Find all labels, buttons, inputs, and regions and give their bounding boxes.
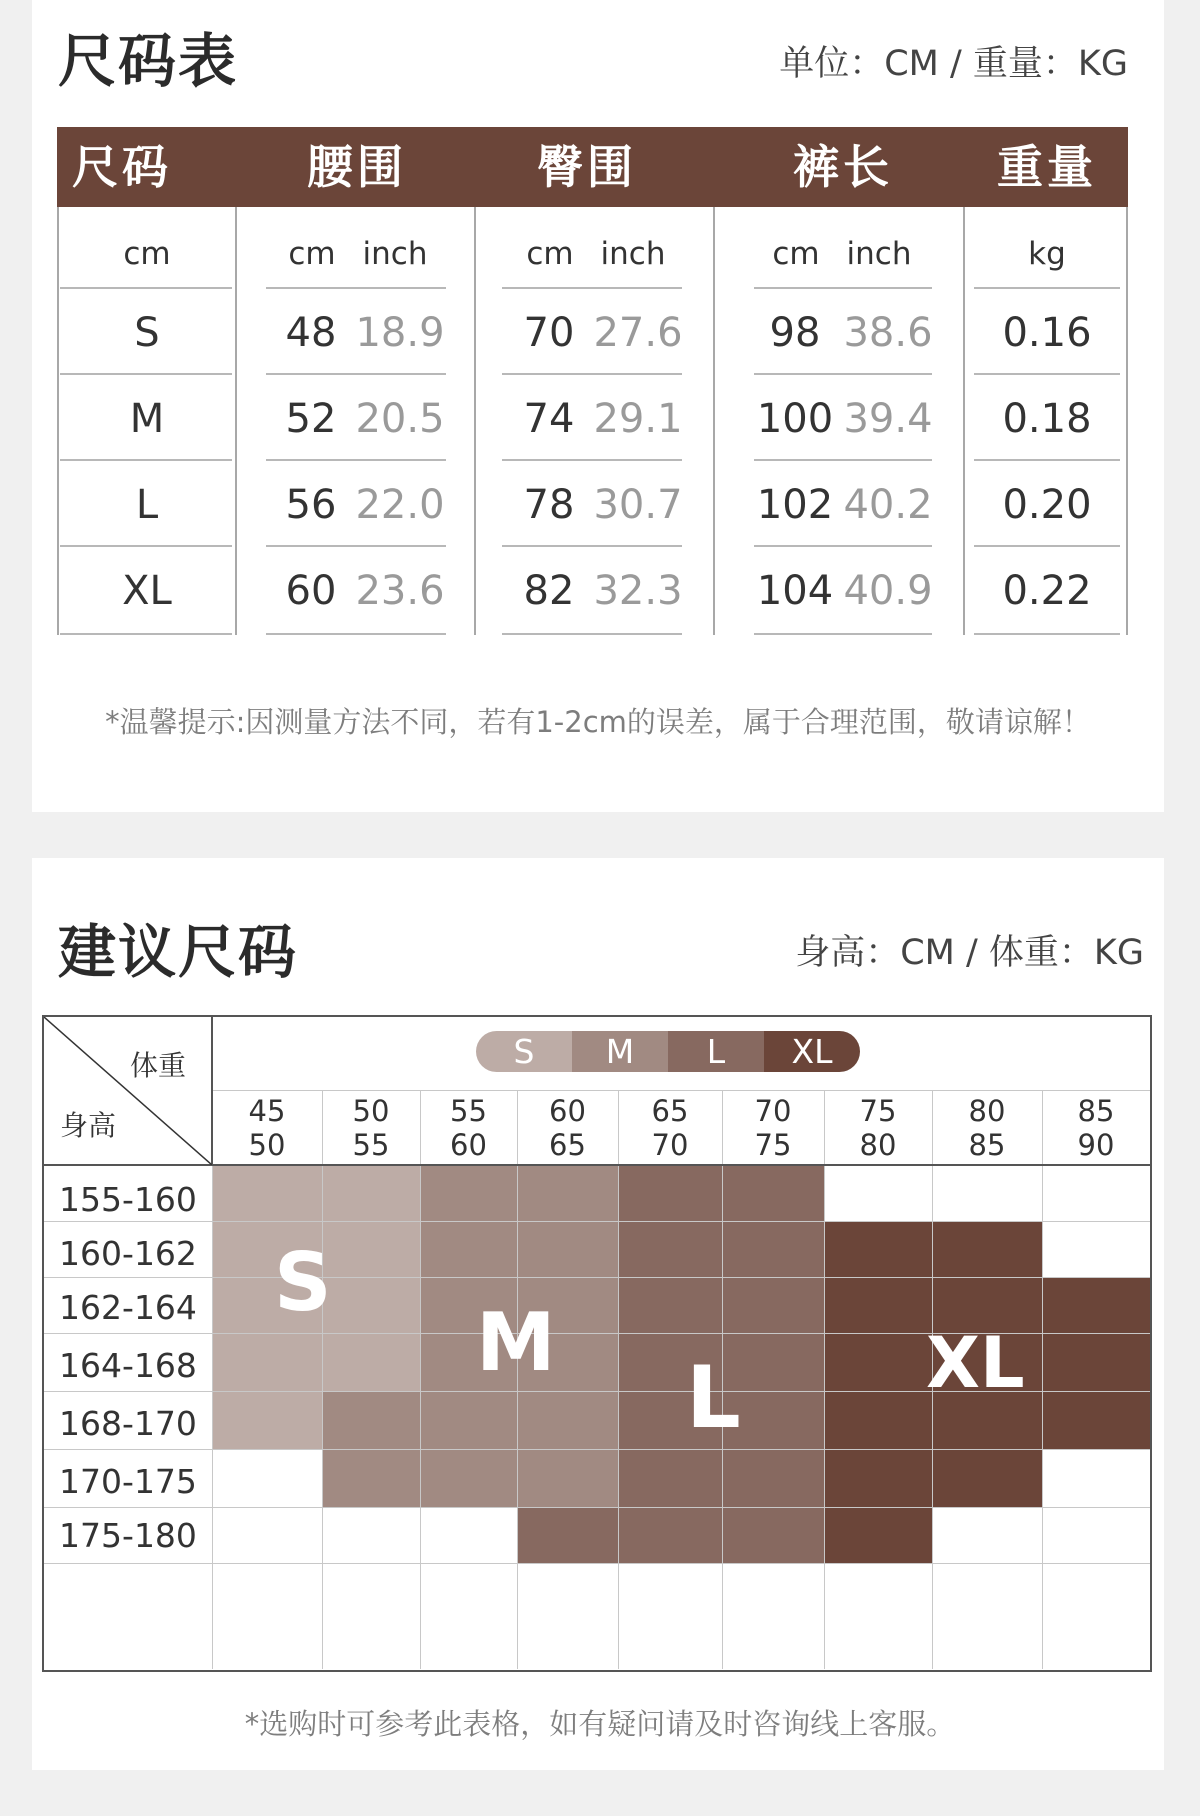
row-divider — [502, 633, 682, 635]
table-divider — [963, 207, 965, 635]
row-divider — [60, 633, 232, 635]
row-divider — [754, 545, 932, 547]
row-divider — [754, 633, 932, 635]
weight-range-top: 80 — [968, 1094, 1006, 1128]
height-label: 164-168 — [59, 1346, 197, 1385]
height-label: 160-162 — [59, 1234, 197, 1273]
weight-value: 0.18 — [1002, 396, 1092, 442]
row-divider — [266, 287, 446, 289]
waist-cm-value: 52 — [285, 396, 337, 442]
length-cm-value: 100 — [756, 396, 834, 442]
waist-cm-value: 56 — [285, 482, 337, 528]
weight-range — [420, 1094, 517, 1162]
weight-range-bottom: 90 — [1077, 1128, 1115, 1162]
zone-label-m: M — [476, 1296, 556, 1389]
row-divider — [754, 287, 932, 289]
weight-range — [1042, 1094, 1150, 1162]
waist-cm-value: 48 — [285, 310, 337, 356]
legend-xl: XL — [764, 1031, 860, 1072]
weight-range — [824, 1094, 932, 1162]
row-divider — [754, 459, 932, 461]
weight-range — [212, 1094, 322, 1162]
weight-range-bottom: 70 — [651, 1128, 689, 1162]
weight-range-top: 50 — [352, 1094, 390, 1128]
legend-m: M — [572, 1031, 668, 1072]
size-chart-unit-note: 单位：CM / 重量：KG — [779, 44, 1128, 84]
size-label: L — [135, 482, 159, 528]
unit-waist-cm: cm — [288, 236, 336, 272]
weight-range-bottom: 60 — [450, 1128, 487, 1162]
weight-range-top: 60 — [549, 1094, 586, 1128]
unit-length-inch: inch — [846, 236, 912, 272]
unit-size-cm: cm — [123, 236, 171, 272]
row-divider — [60, 459, 232, 461]
weight-range-top: 75 — [859, 1094, 897, 1128]
table-divider — [57, 207, 59, 635]
header-length: 裤长 — [793, 140, 893, 194]
weight-range-top: 70 — [754, 1094, 792, 1128]
weight-range-bottom: 55 — [352, 1128, 390, 1162]
waist-inch-value: 23.6 — [355, 568, 445, 614]
size-chart-header — [57, 127, 1128, 207]
row-divider — [754, 373, 932, 375]
zone-label-xl: XL — [926, 1322, 1025, 1404]
row-divider — [974, 545, 1120, 547]
height-label: 155-160 — [59, 1180, 197, 1219]
weight-range-bottom: 50 — [248, 1128, 286, 1162]
row-divider — [974, 459, 1120, 461]
row-divider — [266, 545, 446, 547]
row-divider — [502, 459, 682, 461]
size-label: S — [134, 310, 160, 356]
height-label: 168-170 — [59, 1404, 197, 1443]
row-divider — [502, 373, 682, 375]
row-divider — [60, 287, 232, 289]
legend-l: L — [668, 1031, 764, 1072]
weight-range-bottom: 65 — [549, 1128, 586, 1162]
hip-inch-value: 29.1 — [593, 396, 683, 442]
hip-cm-value: 74 — [523, 396, 575, 442]
row-divider — [974, 633, 1120, 635]
table-divider — [235, 207, 237, 635]
row-divider — [266, 459, 446, 461]
waist-cm-value: 60 — [285, 568, 337, 614]
row-divider — [266, 633, 446, 635]
size-label: M — [129, 396, 165, 442]
unit-weight-kg: kg — [1028, 236, 1066, 272]
row-divider — [266, 373, 446, 375]
weight-range — [932, 1094, 1042, 1162]
weight-range-top: 45 — [248, 1094, 286, 1128]
size-chart-card — [32, 0, 1164, 812]
hip-inch-value: 27.6 — [593, 310, 683, 356]
weight-range-bottom: 80 — [859, 1128, 897, 1162]
table-divider — [474, 207, 476, 635]
weight-value: 0.16 — [1002, 310, 1092, 356]
row-divider — [60, 373, 232, 375]
row-divider — [974, 373, 1120, 375]
height-label: 162-164 — [59, 1288, 197, 1327]
corner-height-label: 身高 — [60, 1109, 117, 1142]
waist-inch-value: 22.0 — [355, 482, 445, 528]
waist-inch-value: 20.5 — [355, 396, 445, 442]
length-inch-value: 40.2 — [843, 482, 933, 528]
legend-s: S — [476, 1031, 572, 1072]
length-cm-value: 104 — [756, 568, 834, 614]
length-inch-value: 38.6 — [843, 310, 933, 356]
weight-range-bottom: 75 — [754, 1128, 792, 1162]
weight-range — [322, 1094, 420, 1162]
table-divider — [713, 207, 715, 635]
recommend-note: *选购时可参考此表格，如有疑问请及时咨询线上客服。 — [244, 1707, 956, 1741]
hip-cm-value: 82 — [523, 568, 575, 614]
unit-hip-cm: cm — [526, 236, 574, 272]
unit-length-cm: cm — [772, 236, 820, 272]
row-divider — [60, 545, 232, 547]
header-weight: 重量 — [997, 140, 1097, 194]
weight-range-top: 85 — [1077, 1094, 1115, 1128]
length-cm-value: 102 — [756, 482, 834, 528]
hip-inch-value: 30.7 — [593, 482, 683, 528]
weight-range-top: 65 — [651, 1094, 689, 1128]
row-divider — [502, 287, 682, 289]
header-size: 尺码 — [72, 140, 172, 194]
weight-range — [517, 1094, 618, 1162]
weight-range — [722, 1094, 824, 1162]
recommend-title: 建议尺码 — [58, 918, 299, 986]
zone-label-s: S — [274, 1236, 332, 1329]
size-chart-title: 尺码表 — [58, 27, 239, 95]
height-label: 170-175 — [59, 1462, 197, 1501]
weight-value: 0.22 — [1002, 568, 1092, 614]
size-label: XL — [122, 568, 172, 614]
hip-cm-value: 70 — [523, 310, 575, 356]
table-divider — [1126, 207, 1128, 635]
row-divider — [974, 287, 1120, 289]
height-label: 175-180 — [59, 1516, 197, 1555]
zone-label-l: L — [686, 1348, 741, 1448]
hip-inch-value: 32.3 — [593, 568, 683, 614]
header-hip: 臀围 — [537, 140, 637, 194]
weight-range — [618, 1094, 722, 1162]
corner-weight-label: 体重 — [130, 1049, 187, 1082]
hip-cm-value: 78 — [523, 482, 575, 528]
unit-waist-inch: inch — [362, 236, 428, 272]
length-inch-value: 40.9 — [843, 568, 933, 614]
size-chart-note: *温馨提示:因测量方法不同，若有1-2cm的误差，属于合理范围，敬请谅解！ — [105, 705, 1091, 739]
length-inch-value: 39.4 — [843, 396, 933, 442]
unit-hip-inch: inch — [600, 236, 666, 272]
row-divider — [502, 545, 682, 547]
recommend-unit-note: 身高：CM / 体重：KG — [795, 933, 1144, 973]
weight-range-bottom: 85 — [968, 1128, 1006, 1162]
weight-value: 0.20 — [1002, 482, 1092, 528]
waist-inch-value: 18.9 — [355, 310, 445, 356]
header-waist: 腰围 — [307, 140, 407, 194]
length-cm-value: 98 — [769, 310, 821, 356]
weight-range-top: 55 — [450, 1094, 487, 1128]
